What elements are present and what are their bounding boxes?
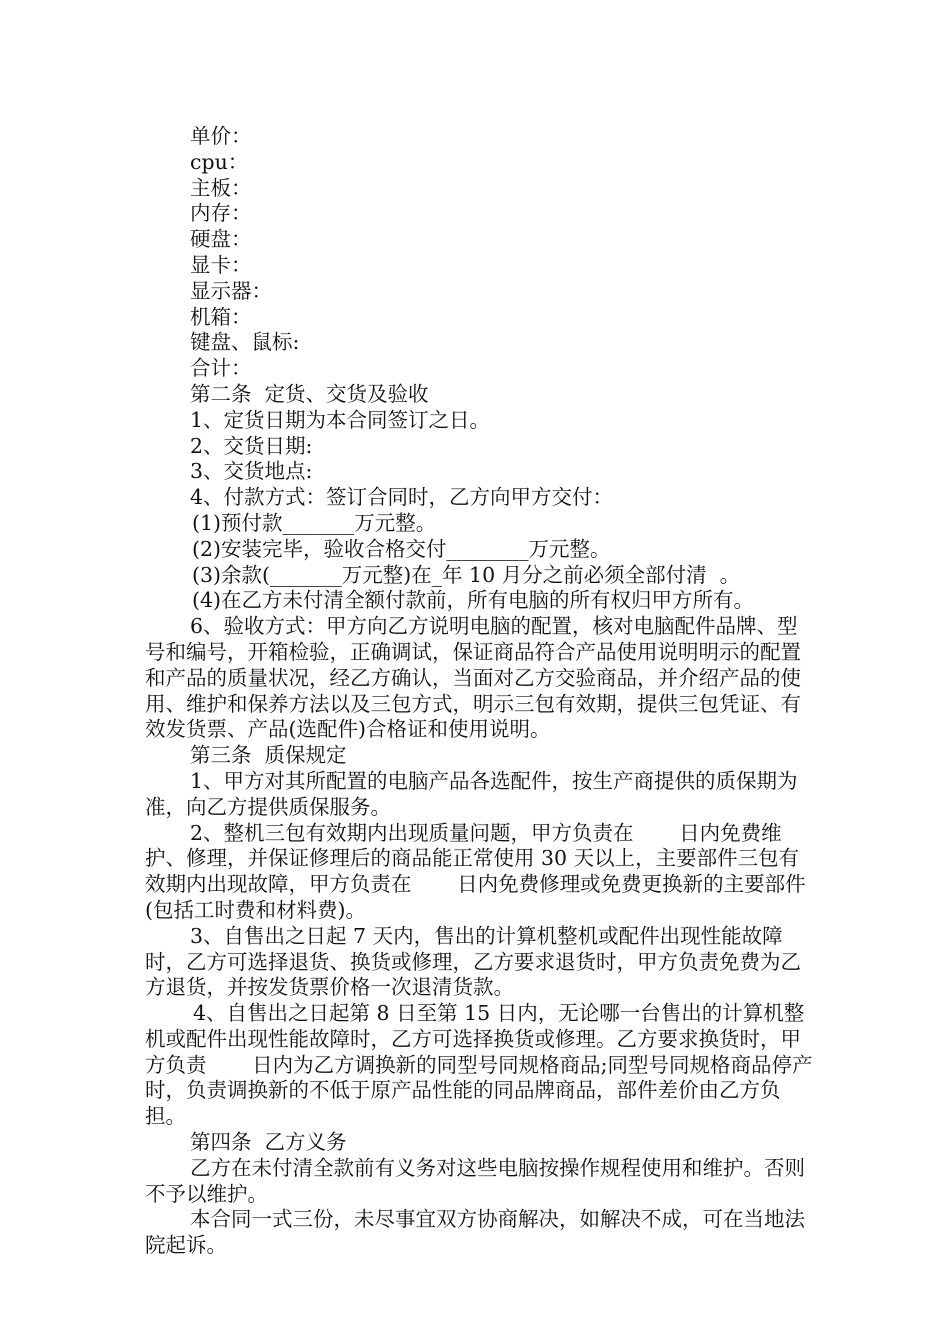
price-item-cpu: cpu： bbox=[190, 149, 249, 174]
price-item-total: 合计： bbox=[190, 356, 252, 381]
price-item-graphics: 显卡： bbox=[190, 252, 252, 277]
article3-paragraph-4: 4、自售出之日起第 8 日至第 15 日内，无论哪一台售出的计算机整机或配件出现性能故障时，乙方可选择换货或修理。乙方要求换货时，甲方负责 日内为乙方调换新的同型号同规格商品;同型号同规格商品停产时，负责调换新的不低于原产品性能的同品牌商品，部件差价由乙方负担。 bbox=[145, 1001, 813, 1129]
article3-title: 第三条 质保规定 bbox=[190, 743, 347, 768]
contract-body bbox=[145, 124, 813, 1259]
article2-item-order-date: 1、定货日期为本合同签订之日。 bbox=[190, 407, 491, 432]
article4-title: 第四条 乙方义务 bbox=[190, 1130, 347, 1155]
price-item-memory: 内存： bbox=[190, 201, 252, 226]
price-item-case: 机箱： bbox=[190, 304, 252, 329]
price-item-motherboard: 主板： bbox=[190, 175, 252, 200]
payment-item-2: (2)安装完毕，验收合格交付________万元整。 bbox=[192, 536, 611, 561]
article2-title: 第二条 定货、交货及验收 bbox=[190, 381, 429, 406]
price-item-monitor: 显示器： bbox=[190, 278, 272, 303]
article4-paragraph-2: 本合同一式三份，未尽事宜双方协商解决，如解决不成，可在当地法院起诉。 bbox=[145, 1207, 805, 1258]
payment-item-3: (3)余款(_______万元整)在_年 10 月分之前必须全部付清 。 bbox=[192, 562, 741, 587]
payment-item-1: (1)预付款_______万元整。 bbox=[192, 510, 437, 535]
article2-item-delivery-date: 2、交货日期: bbox=[190, 433, 313, 458]
article2-item-payment-method: 4、付款方式：签订合同时，乙方向甲方交付： bbox=[190, 485, 614, 510]
price-item-harddisk: 硬盘： bbox=[190, 227, 252, 252]
article2-item-delivery-place: 3、交货地点: bbox=[190, 459, 313, 484]
article3-paragraph-2: 2、整机三包有效期内出现质量问题，甲方负责在 日内免费维护、修理，并保证修理后的商品能正常使用 30 天以上，主要部件三包有效期内出现故障，甲方负责在 日内免费修理或免费更换新的主要部件(包括工时费和材料费)。 bbox=[145, 820, 806, 922]
article3-paragraph-1: 1、甲方对其所配置的电脑产品各选配件，按生产商提供的质保期为准，向乙方提供质保服务。 bbox=[145, 768, 798, 819]
payment-item-4: (4)在乙方未付清全额付款前，所有电脑的所有权归甲方所有。 bbox=[192, 588, 755, 613]
price-item-keyboard-mouse: 键盘、鼠标: bbox=[190, 330, 300, 355]
article4-paragraph-1: 乙方在未付清全款前有义务对这些电脑按操作规程使用和维护。否则不予以维护。 bbox=[145, 1155, 805, 1206]
article2-acceptance-paragraph: 6、验收方式：甲方向乙方说明电脑的配置，核对电脑配件品牌、型号和编号，开箱检验，正确调试，保证商品符合产品使用说明明示的配置和产品的质量状况，经乙方确认，当面对乙方交验商品，并介绍产品的使用、维护和保养方法以及三包方式，明示三包有效期，提供三包凭证、有效发货票、产品(选配件)合格证和使用说明。 bbox=[145, 614, 801, 742]
price-heading: 单价： bbox=[190, 124, 252, 148]
article3-paragraph-3: 3、自售出之日起 7 天内，售出的计算机整机或配件出现性能故障时，乙方可选择退货、换货或修理，乙方要求退货时，甲方负责免费为乙方退货，并按发货票价格一次退清货款。 bbox=[145, 923, 801, 1000]
